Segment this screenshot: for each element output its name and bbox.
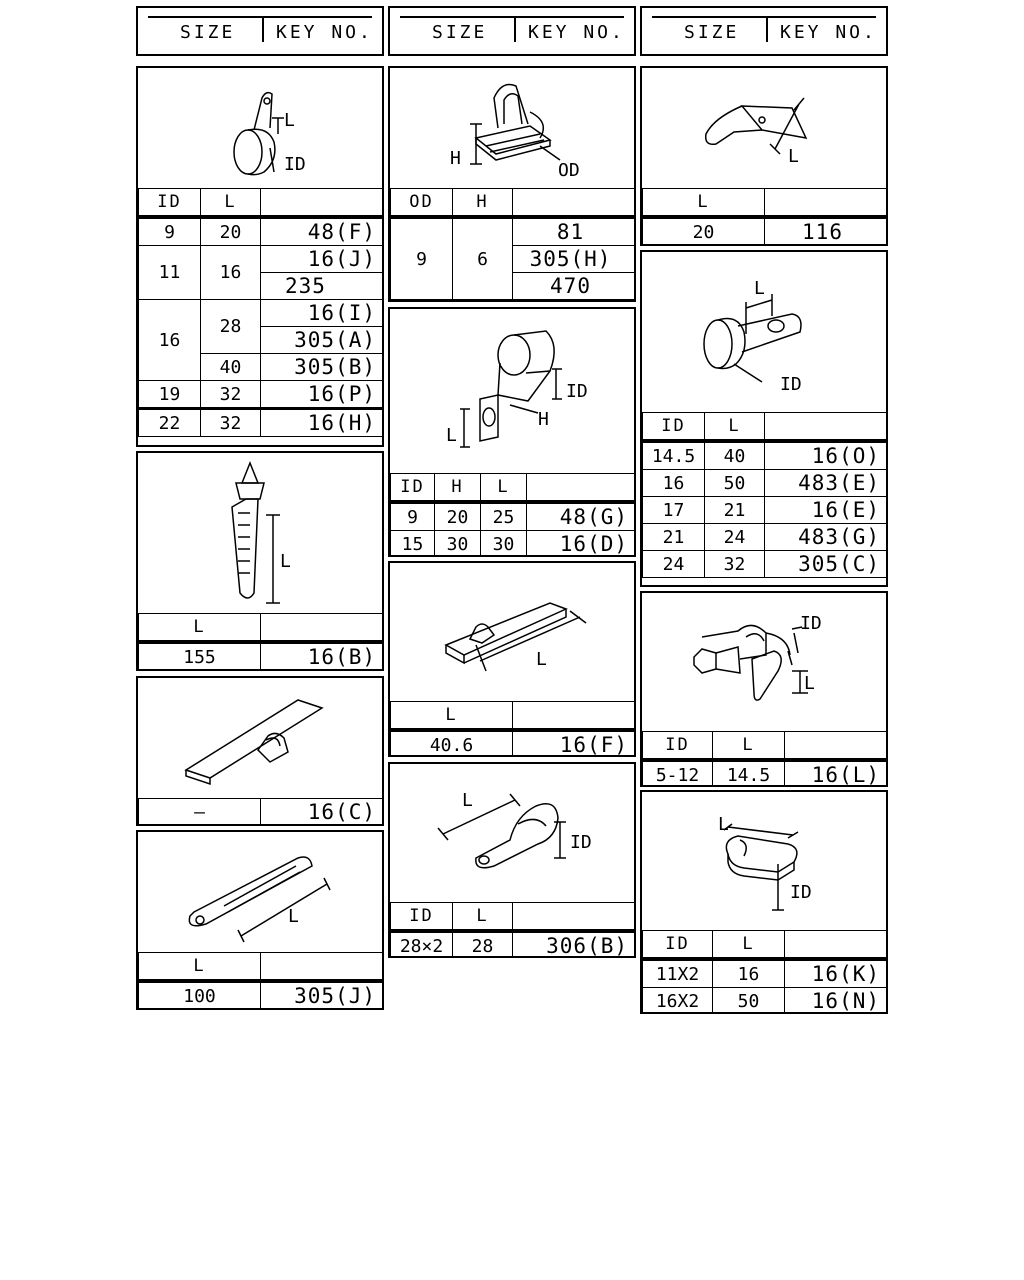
cell-id: 24 bbox=[643, 551, 705, 578]
cell-key: 235 bbox=[261, 273, 385, 300]
fig-label-l: L bbox=[804, 673, 815, 694]
hook-clip-table bbox=[642, 188, 888, 246]
cell-l: 32 bbox=[705, 551, 765, 578]
col-l: L bbox=[139, 614, 261, 643]
cell-id: 28×2 bbox=[391, 931, 453, 958]
cell-h: 6 bbox=[453, 217, 513, 300]
table-header-row bbox=[139, 953, 385, 982]
cell-key: 305(A) bbox=[261, 327, 385, 354]
table-row bbox=[643, 959, 889, 988]
oval-clip-table bbox=[642, 930, 888, 1014]
header-col2 bbox=[388, 6, 636, 56]
fig-label-id: ID bbox=[284, 154, 306, 175]
panel-tie-strap bbox=[136, 451, 384, 671]
col-id: ID bbox=[391, 474, 435, 503]
cell-key: 306(B) bbox=[513, 931, 637, 958]
cell-key: 16(F) bbox=[513, 730, 637, 757]
cell-l: 28 bbox=[453, 931, 513, 958]
key-label: KEY NO. bbox=[780, 22, 877, 43]
table-header-row bbox=[391, 702, 637, 731]
table-header-row bbox=[643, 931, 889, 960]
hook-clip-figure bbox=[642, 68, 886, 188]
cell-l: 40 bbox=[705, 441, 765, 470]
table-row bbox=[643, 551, 889, 578]
fig-label-l: L bbox=[754, 278, 765, 299]
panel-offset-clamp bbox=[388, 307, 636, 557]
table-row bbox=[139, 246, 385, 273]
col-l: L bbox=[201, 189, 261, 218]
fig-label-id: ID bbox=[790, 882, 812, 903]
fig-label-id: ID bbox=[570, 832, 592, 853]
fig-label-h: H bbox=[538, 409, 549, 430]
table-row bbox=[139, 300, 385, 327]
cell-id: 9 bbox=[139, 217, 201, 246]
push-clip-table bbox=[390, 188, 636, 300]
size-label: SIZE bbox=[432, 22, 488, 43]
table-row bbox=[391, 931, 637, 958]
cell-id: 16 bbox=[139, 300, 201, 381]
offset-clamp-table bbox=[390, 473, 636, 557]
table-header-row bbox=[643, 189, 889, 218]
key-label: KEY NO. bbox=[276, 22, 373, 43]
cell-key: 16(B) bbox=[261, 642, 385, 671]
cell-l: 32 bbox=[201, 409, 261, 437]
table-row bbox=[643, 441, 889, 470]
cell-key: 305(C) bbox=[765, 551, 889, 578]
cell-l: 24 bbox=[705, 524, 765, 551]
fig-label-l: L bbox=[536, 649, 547, 670]
loop-clamp-figure bbox=[642, 252, 886, 412]
key-label: KEY NO. bbox=[528, 22, 625, 43]
clip-strip-figure bbox=[390, 563, 634, 701]
clip-strip-table bbox=[390, 701, 636, 757]
cell-l: 16 bbox=[201, 246, 261, 300]
cell-key: 16(E) bbox=[765, 497, 889, 524]
fig-label-l: L bbox=[280, 551, 291, 572]
col-key bbox=[765, 189, 889, 218]
panel-clip-strip bbox=[388, 561, 636, 757]
cell-id: 16X2 bbox=[643, 988, 713, 1015]
flat-clip-figure bbox=[138, 678, 382, 798]
col-h: H bbox=[435, 474, 481, 503]
cell-l: 40.6 bbox=[391, 730, 513, 757]
table-row bbox=[643, 217, 889, 246]
cell-l: 40 bbox=[201, 354, 261, 381]
col-l: L bbox=[481, 474, 527, 503]
cell-key: 16(O) bbox=[765, 441, 889, 470]
col-key bbox=[785, 732, 889, 761]
cell-key: 470 bbox=[513, 273, 637, 300]
cell-id: 21 bbox=[643, 524, 705, 551]
fig-label-h: H bbox=[450, 148, 461, 169]
col-l: L bbox=[705, 413, 765, 442]
col-key bbox=[513, 903, 637, 932]
table-row bbox=[139, 981, 385, 1010]
cell-key: 48(F) bbox=[261, 217, 385, 246]
cell-l: 16 bbox=[713, 959, 785, 988]
cell-l: 100 bbox=[139, 981, 261, 1010]
cell-key: 483(E) bbox=[765, 470, 889, 497]
cell-id: 15 bbox=[391, 531, 435, 558]
table-row bbox=[391, 502, 637, 531]
cell-h: 20 bbox=[435, 502, 481, 531]
pipe-clamp-figure bbox=[138, 68, 382, 188]
table-row bbox=[391, 217, 637, 246]
col-id: ID bbox=[643, 413, 705, 442]
header-col1 bbox=[136, 6, 384, 56]
col-l: L bbox=[391, 702, 513, 731]
table-header-row bbox=[391, 903, 637, 932]
col-id: ID bbox=[643, 732, 713, 761]
panel-pipe-clamp bbox=[136, 66, 384, 447]
table-row bbox=[139, 642, 385, 671]
flat-clip-table bbox=[138, 798, 384, 826]
col-od: OD bbox=[391, 189, 453, 218]
panel-double-clamp bbox=[388, 762, 636, 958]
double-clamp-table bbox=[390, 902, 636, 958]
fig-label-id: ID bbox=[800, 613, 822, 634]
cell-id: 5-12 bbox=[643, 760, 713, 787]
loop-clamp-table bbox=[642, 412, 888, 578]
table-header-row bbox=[643, 732, 889, 761]
cell-key: 305(J) bbox=[261, 981, 385, 1010]
cell-id: 11 bbox=[139, 246, 201, 300]
fig-label-id: ID bbox=[566, 381, 588, 402]
adjustable-clip-table bbox=[642, 731, 888, 787]
cell-l: 28 bbox=[201, 300, 261, 354]
cell-key: 305(B) bbox=[261, 354, 385, 381]
cell-l: 155 bbox=[139, 642, 261, 671]
cell-h: 30 bbox=[435, 531, 481, 558]
cell-key: 16(K) bbox=[785, 959, 889, 988]
col-l: L bbox=[643, 189, 765, 218]
table-row bbox=[391, 730, 637, 757]
double-clamp-figure bbox=[390, 764, 634, 902]
cell-od: 9 bbox=[391, 217, 453, 300]
table-header-row bbox=[139, 614, 385, 643]
table-header-row bbox=[391, 189, 637, 218]
col-l: L bbox=[713, 931, 785, 960]
table-header-row bbox=[139, 189, 385, 218]
col-id: ID bbox=[139, 189, 201, 218]
fig-label-id: ID bbox=[780, 374, 802, 395]
table-header-row bbox=[391, 474, 637, 503]
col-key bbox=[261, 953, 385, 982]
col-key bbox=[261, 614, 385, 643]
size-label: SIZE bbox=[684, 22, 740, 43]
panel-adjustable-clip bbox=[640, 591, 888, 787]
col-key bbox=[765, 413, 889, 442]
table-row bbox=[139, 217, 385, 246]
cell-id: 14.5 bbox=[643, 441, 705, 470]
table-row bbox=[643, 470, 889, 497]
panel-loop-clamp bbox=[640, 250, 888, 587]
fig-label-l: L bbox=[718, 814, 729, 835]
cell-l: 32 bbox=[201, 381, 261, 409]
col-key bbox=[513, 702, 637, 731]
cell-key: 16(H) bbox=[261, 409, 385, 437]
col-key bbox=[527, 474, 637, 503]
cell-key: 81 bbox=[513, 217, 637, 246]
cell-key: 16(C) bbox=[261, 799, 385, 826]
fig-label-l: L bbox=[284, 110, 295, 131]
cell-id: 16 bbox=[643, 470, 705, 497]
cell-key: 16(N) bbox=[785, 988, 889, 1015]
table-row bbox=[391, 531, 637, 558]
cell-key: 48(G) bbox=[527, 502, 637, 531]
cell-id: 11X2 bbox=[643, 959, 713, 988]
col-h: H bbox=[453, 189, 513, 218]
oval-clip-figure bbox=[642, 792, 886, 930]
cell-key: 16(J) bbox=[261, 246, 385, 273]
cell-l: 14.5 bbox=[713, 760, 785, 787]
col-id: ID bbox=[391, 903, 453, 932]
col-key bbox=[513, 189, 637, 218]
table-row bbox=[139, 381, 385, 409]
fig-label-l: L bbox=[788, 146, 799, 167]
cell-id: 22 bbox=[139, 409, 201, 437]
cell-l: 50 bbox=[705, 470, 765, 497]
panel-oval-clip bbox=[640, 790, 888, 1014]
fig-label-l: L bbox=[462, 790, 473, 811]
table-row bbox=[643, 988, 889, 1015]
panel-slotted-strap bbox=[136, 830, 384, 1010]
offset-clamp-figure bbox=[390, 309, 634, 473]
col-key bbox=[785, 931, 889, 960]
cell-id: 17 bbox=[643, 497, 705, 524]
table-row bbox=[643, 760, 889, 787]
cell-key: 16(P) bbox=[261, 381, 385, 409]
panel-flat-clip bbox=[136, 676, 384, 826]
cell-key: 305(H) bbox=[513, 246, 637, 273]
cell-l: 25 bbox=[481, 502, 527, 531]
header-col3 bbox=[640, 6, 888, 56]
panel-hook-clip bbox=[640, 66, 888, 246]
fig-label-l: L bbox=[288, 906, 299, 927]
table-row bbox=[643, 497, 889, 524]
cell-l: 20 bbox=[643, 217, 765, 246]
col-l: L bbox=[713, 732, 785, 761]
tie-strap-table bbox=[138, 613, 384, 671]
cell-l: 21 bbox=[705, 497, 765, 524]
cell-key: 16(L) bbox=[785, 760, 889, 787]
cell-id: 9 bbox=[391, 502, 435, 531]
panel-push-clip bbox=[388, 66, 636, 302]
col-key bbox=[261, 189, 385, 218]
cell-key: 116 bbox=[765, 217, 889, 246]
push-clip-figure bbox=[390, 68, 634, 188]
fig-label-l: L bbox=[446, 425, 457, 446]
cell-key: 483(G) bbox=[765, 524, 889, 551]
size-label: SIZE bbox=[180, 22, 236, 43]
cell-l: 30 bbox=[481, 531, 527, 558]
table-row bbox=[139, 799, 385, 826]
cell-key: 16(D) bbox=[527, 531, 637, 558]
slotted-strap-figure bbox=[138, 832, 382, 952]
fig-label-od: OD bbox=[558, 160, 580, 181]
table-header-row bbox=[643, 413, 889, 442]
cell-l: 50 bbox=[713, 988, 785, 1015]
cell-l: — bbox=[139, 799, 261, 826]
tie-strap-figure bbox=[138, 453, 382, 613]
pipe-clamp-table bbox=[138, 188, 384, 437]
cell-id: 19 bbox=[139, 381, 201, 409]
cell-key: 16(I) bbox=[261, 300, 385, 327]
table-row bbox=[139, 409, 385, 437]
slotted-strap-table bbox=[138, 952, 384, 1010]
col-l: L bbox=[453, 903, 513, 932]
adjustable-clip-figure bbox=[642, 593, 886, 731]
table-row bbox=[643, 524, 889, 551]
col-id: ID bbox=[643, 931, 713, 960]
col-l: L bbox=[139, 953, 261, 982]
cell-l: 20 bbox=[201, 217, 261, 246]
